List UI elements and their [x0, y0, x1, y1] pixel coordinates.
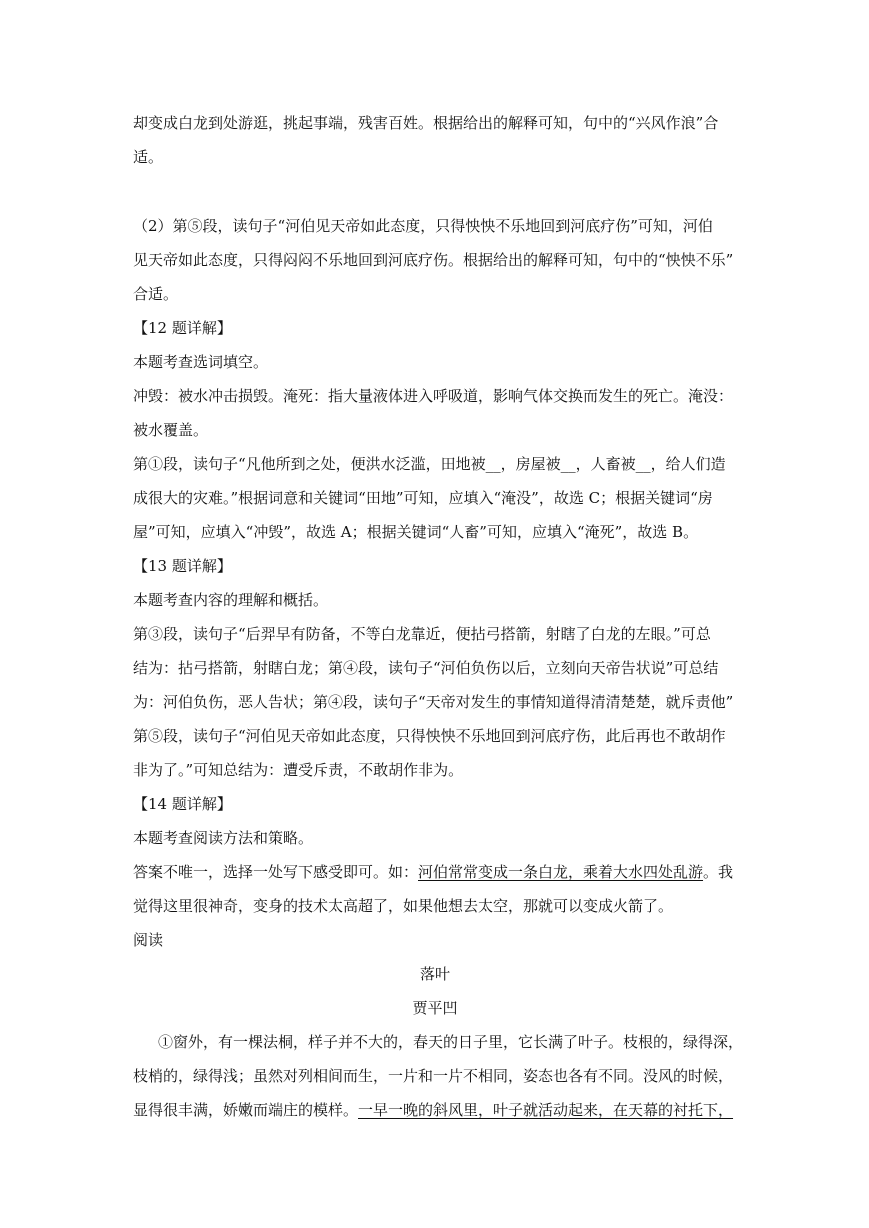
article-paragraph-line: ①窗外，有一棵法桐，样子并不大的，春天的日子里，它长满了叶子。枝根的，绿得深，	[158, 1033, 744, 1051]
section-heading: 【12 题详解】	[133, 319, 232, 337]
text-line: （2）第⑤段，读句子“河伯见天帝如此态度，只得怏怏不乐地回到河底疗伤”可知，河伯	[133, 217, 713, 235]
text-line: 本题考查选词填空。	[133, 353, 269, 371]
text-line: 冲毁：被水冲击损毁。淹死：指大量液体进入呼吸道，影响气体交换而发生的死亡。淹没：	[133, 387, 734, 405]
text-line: 适。	[133, 148, 164, 166]
text-line: 见天帝如此态度，只得闷闷不乐地回到河底疗伤。根据给出的解释可知，句中的“怏怏不乐”	[133, 251, 734, 269]
section-heading: 【13 题详解】	[133, 557, 232, 575]
text-line: 被水覆盖。	[133, 421, 209, 439]
text-line: 合适。	[133, 285, 179, 303]
text-line: 第③段，读句子“后羿早有防备，不等白龙靠近，便拈弓搭箭，射瞎了白龙的左眼。”可总	[133, 625, 711, 643]
text-line: 为：河伯负伤，恶人告状；第④段，读句子“天帝对发生的事情知道得清清楚楚，就斥责他”	[133, 693, 734, 711]
text-line: 第⑤段，读句子“河伯见天帝如此态度，只得怏怏不乐地回到河底疗伤，此后再也不敢胡作	[133, 727, 726, 745]
underlined-sentence: 一早一晚的斜风里，叶子就活动起来，在天幕的衬托下，	[358, 1101, 734, 1119]
text-line: 本题考查内容的理解和概括。	[133, 591, 329, 609]
article-text: 显得很丰满，娇嫩而端庄的模样。	[133, 1101, 359, 1119]
article-title: 落叶	[419, 965, 450, 983]
text-line: 觉得这里很神奇，变身的技术太高超了，如果他想去太空，那就可以变成火箭了。	[133, 897, 674, 915]
text-line: 非为了。”可知总结为：遭受斥责，不敢胡作非为。	[133, 761, 464, 779]
underlined-quote: 河伯常常变成一条白龙，乘着大水四处乱游	[418, 863, 704, 881]
article-paragraph-line	[133, 1100, 737, 1120]
text-line: 却变成白龙到处游逛，挑起事端，残害百姓。根据给出的解释可知，句中的“兴风作浪”合	[133, 114, 719, 132]
text-line: 屋”可知，应填入“冲毁”，故选 A；根据关键词“人畜”可知，应填入“淹死”，故选 B。	[133, 523, 699, 541]
text-line: 成很大的灾难。”根据词意和关键词“田地”可知，应填入“淹没”，故选 C；根据关键词“房	[133, 489, 713, 507]
text-line: 结为：拈弓搭箭，射瞎白龙；第④段，读句子“河伯负伤以后，立刻向天帝告状说”可总结	[133, 659, 719, 677]
article-author: 贾平凹	[412, 999, 458, 1017]
text-line: 本题考查阅读方法和策略。	[133, 829, 314, 847]
answer-line	[133, 862, 737, 882]
text-line: 第①段，读句子“凡他所到之处，便洪水泛滥，田地被__，房屋被__，人畜被__，给人们造	[133, 455, 726, 473]
answer-suffix: 。我	[703, 863, 734, 881]
section-heading: 【14 题详解】	[133, 795, 232, 813]
answer-prefix: 答案不唯一，选择一处写下感受即可。如：	[133, 863, 419, 881]
reading-label: 阅读	[133, 931, 164, 949]
article-paragraph-line: 枝梢的，绿得浅；虽然对列相间而生，一片和一片不相同，姿态也各有不同。没风的时候，	[133, 1067, 734, 1085]
